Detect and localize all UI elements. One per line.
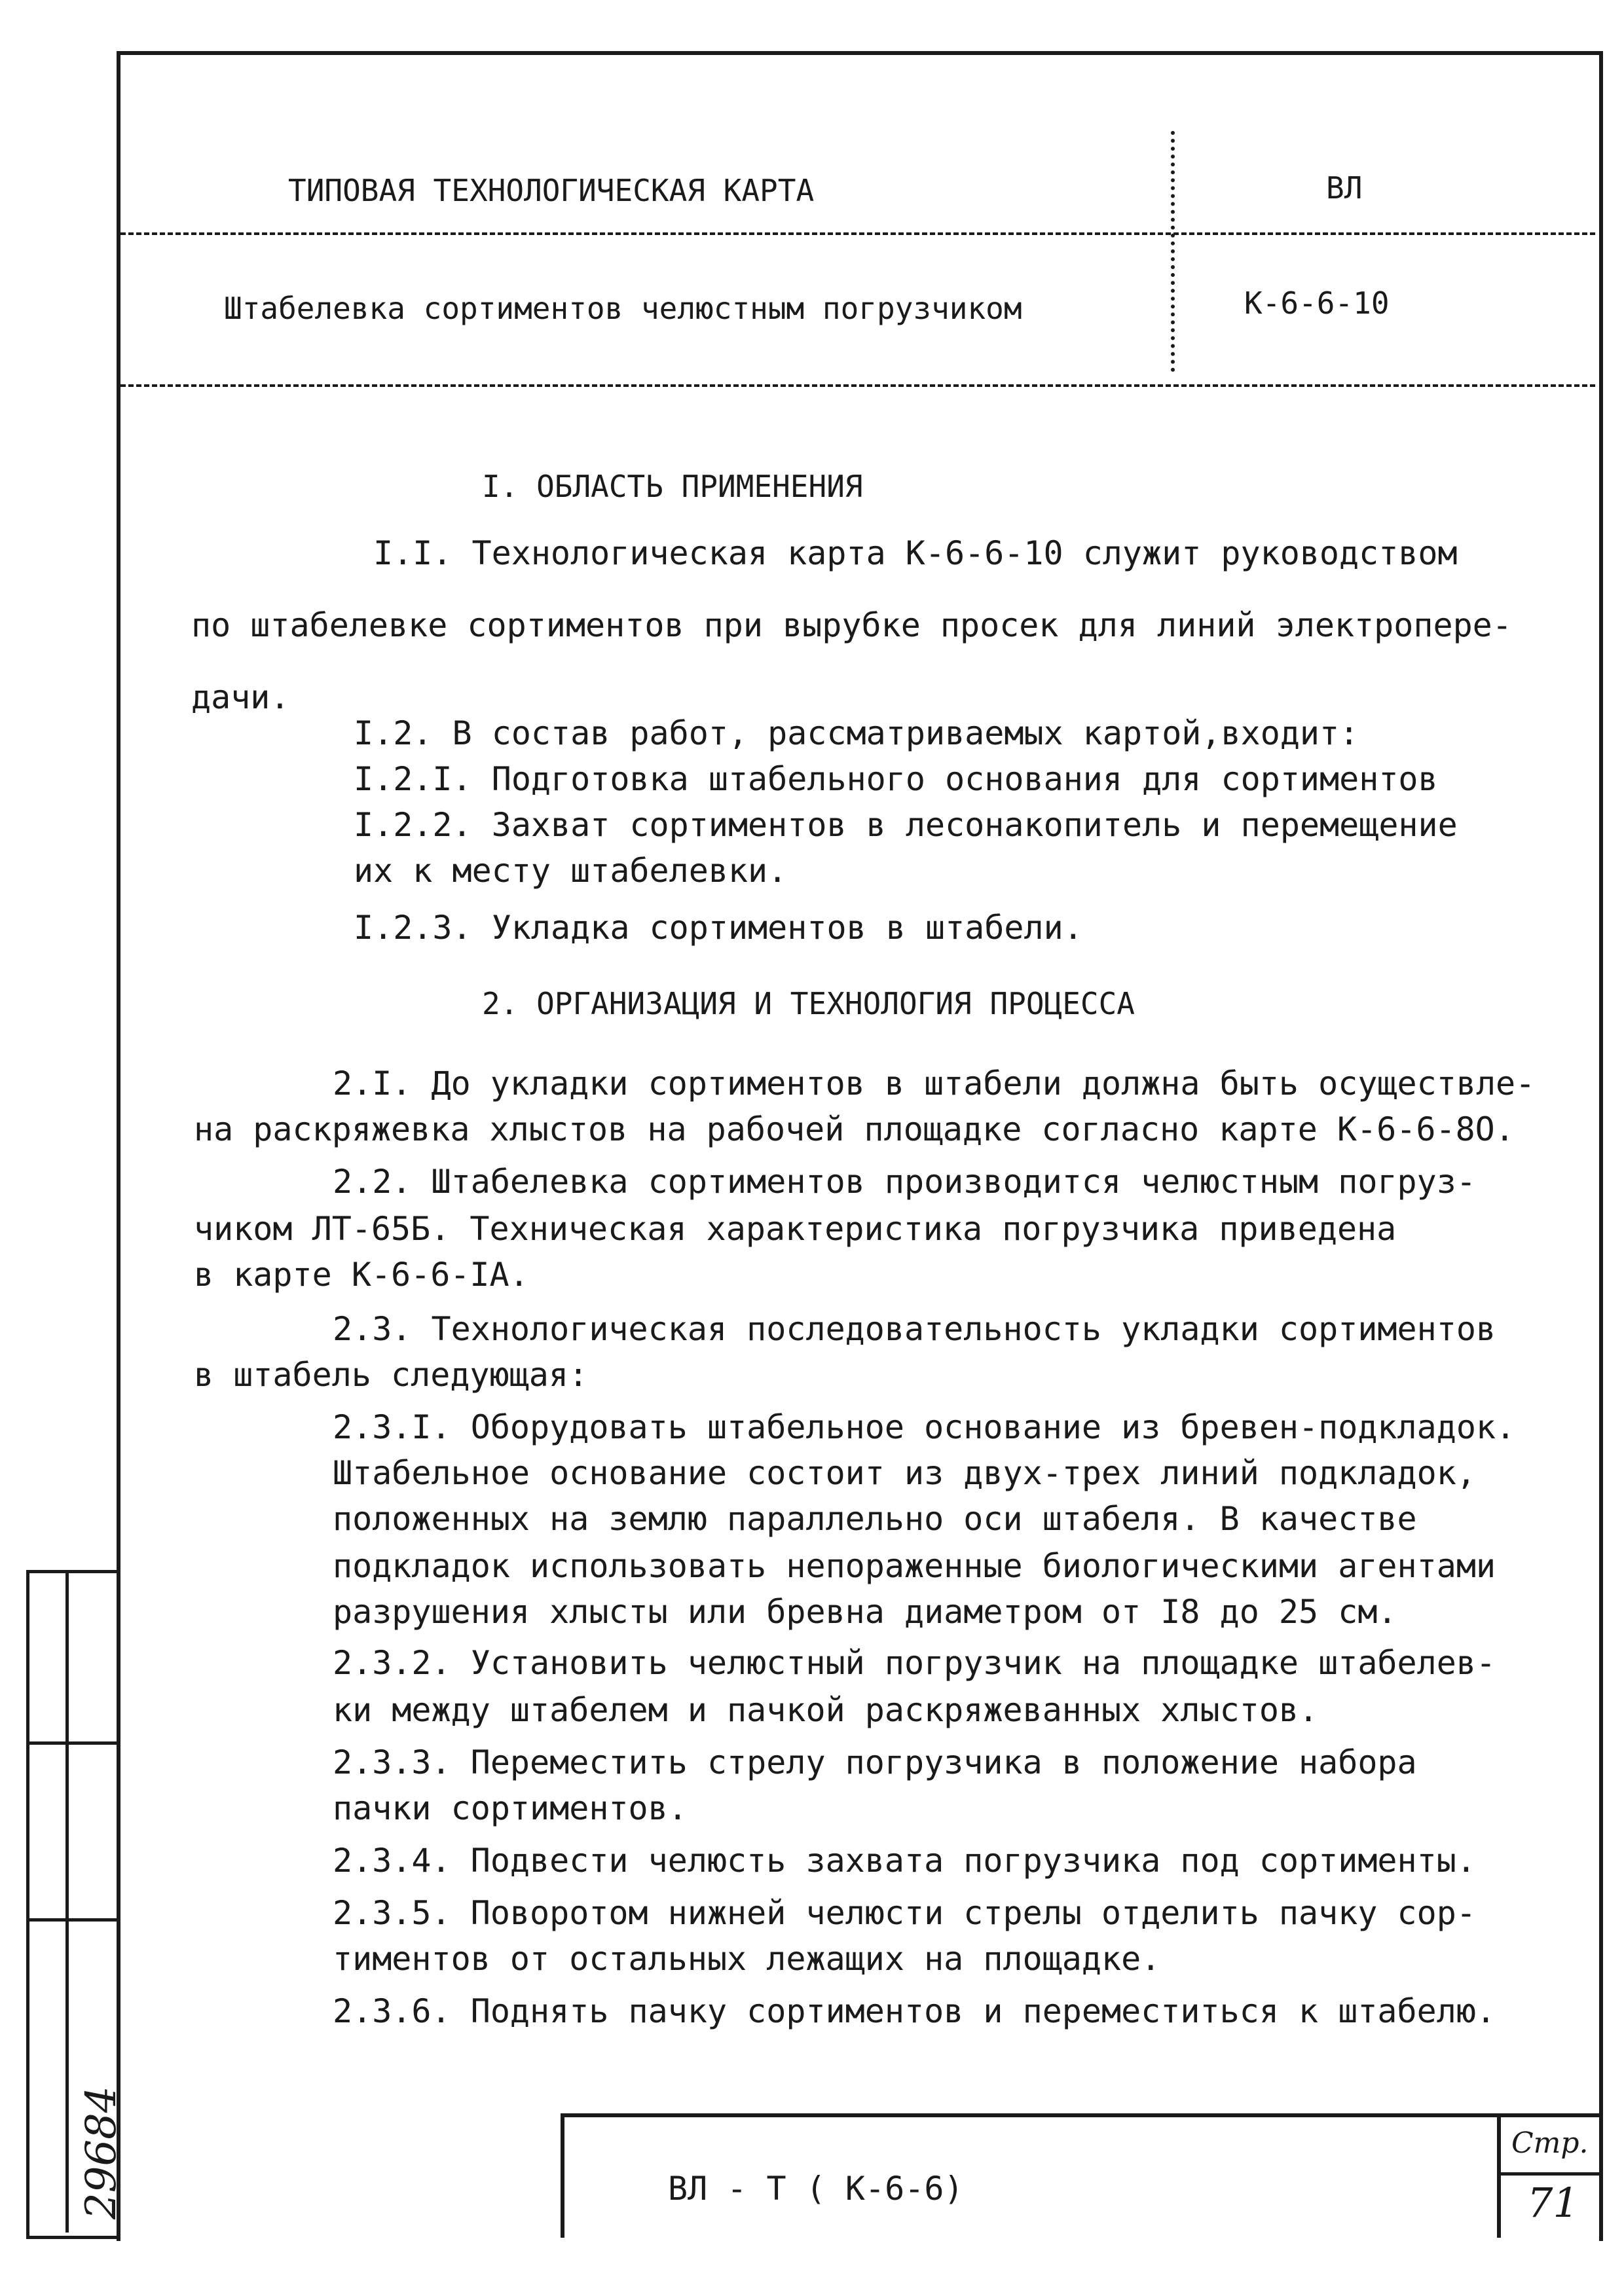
s2-line-17: 2.3.4. Подвести челюсть захвата погрузчика под сортименты.	[333, 1842, 1476, 1880]
s1-line-6: I.2.2. Захват сортиментов в лесонакопитель и перемещение	[354, 806, 1458, 844]
header-divider-top	[120, 232, 1595, 235]
s2-line-12: разрушения хлысты или бревна диаметром от I8 до 25 см.	[333, 1593, 1397, 1631]
header-divider-bottom	[120, 384, 1595, 387]
s1-line-7: их к месту штабелевки.	[354, 852, 788, 890]
inventory-number: 29684	[77, 2086, 126, 2219]
archive-strip-line	[26, 1741, 117, 1745]
doc-code: К-6-6-10	[1244, 285, 1390, 321]
s2-line-14: ки между штабелем и пачкой раскряжеванных хлыстов.	[333, 1691, 1319, 1729]
s2-line-20: 2.3.6. Поднять пачку сортиментов и переместиться к штабелю.	[333, 1992, 1496, 2030]
s2-line-1: 2.I. До укладки сортиментов в штабели должна быть осуществле-	[333, 1065, 1536, 1102]
s2-line-9: Штабельное основание состоит из двух-трех линий подкладок,	[333, 1454, 1476, 1492]
section-1-title: I. ОБЛАСТЬ ПРИМЕНЕНИЯ	[482, 469, 863, 504]
s2-line-4: чиком ЛТ-65Б. Техническая характеристика погрузчика приведена	[194, 1210, 1397, 1248]
s1-line-1: I.I. Технологическая карта К-6-6-10 служит руководством	[373, 534, 1458, 572]
page-number: 71	[1527, 2179, 1579, 2227]
s2-line-13: 2.3.2. Установить челюстный погрузчик на площадке штабелев-	[333, 1644, 1496, 1682]
archive-strip-line	[26, 1918, 117, 1922]
s2-line-3: 2.2. Штабелевка сортиментов производится челюстным погруз-	[333, 1163, 1476, 1201]
title-block	[561, 2113, 1599, 2238]
page-label: Стр.	[1511, 2126, 1589, 2160]
archive-strip-divider	[65, 1570, 69, 2232]
s1-line-2: по штабелевке сортиментов при вырубке просек для линий электропере-	[191, 606, 1512, 644]
s2-line-7: в штабель следующая:	[194, 1356, 589, 1394]
title-block-designation: ВЛ - Т ( К-6-6)	[668, 2170, 964, 2208]
s2-line-18: 2.3.5. Поворотом нижней челюсти стрелы отделить пачку сор-	[333, 1894, 1476, 1932]
doc-subject: Штабелевка сортиментов челюстным погрузчиком	[224, 291, 1022, 326]
s1-line-5: I.2.I. Подготовка штабельного основания для сортиментов	[354, 760, 1438, 798]
s2-line-2: на раскряжевка хлыстов на рабочей площадке согласно карте К-6-6-8О.	[194, 1110, 1515, 1148]
s1-line-3: дачи.	[191, 678, 290, 716]
title-block-row-line	[1501, 2172, 1599, 2176]
section-2-title: 2. ОРГАНИЗАЦИЯ И ТЕХНОЛОГИЯ ПРОЦЕССА	[482, 986, 1135, 1021]
s2-line-8: 2.3.I. Оборудовать штабельное основание из бревен-подкладок.	[333, 1408, 1516, 1446]
s2-line-6: 2.3. Технологическая последовательность укладки сортиментов	[333, 1310, 1496, 1348]
s2-line-15: 2.3.3. Переместить стрелу погрузчика в положение набора	[333, 1743, 1417, 1781]
s2-line-5: в карте К-6-6-IА.	[194, 1256, 529, 1294]
title-block-divider	[1497, 2117, 1501, 2238]
s2-line-16: пачки сортиментов.	[333, 1789, 688, 1827]
s2-line-19: тиментов от остальных лежащих на площадке.	[333, 1940, 1161, 1978]
s2-line-10: положенных на землю параллельно оси штабеля. В качестве	[333, 1500, 1417, 1538]
series-code: ВЛ	[1326, 170, 1363, 206]
s2-line-11: подкладок использовать непораженные биологическими агентами	[333, 1547, 1496, 1585]
s1-line-4: I.2. В состав работ, рассматриваемых картой,входит:	[354, 714, 1359, 752]
s1-line-8: I.2.3. Укладка сортиментов в штабели.	[354, 909, 1083, 947]
doc-type-title: ТИПОВАЯ ТЕХНОЛОГИЧЕСКАЯ КАРТА	[288, 173, 815, 208]
header-column-divider	[1171, 131, 1175, 372]
